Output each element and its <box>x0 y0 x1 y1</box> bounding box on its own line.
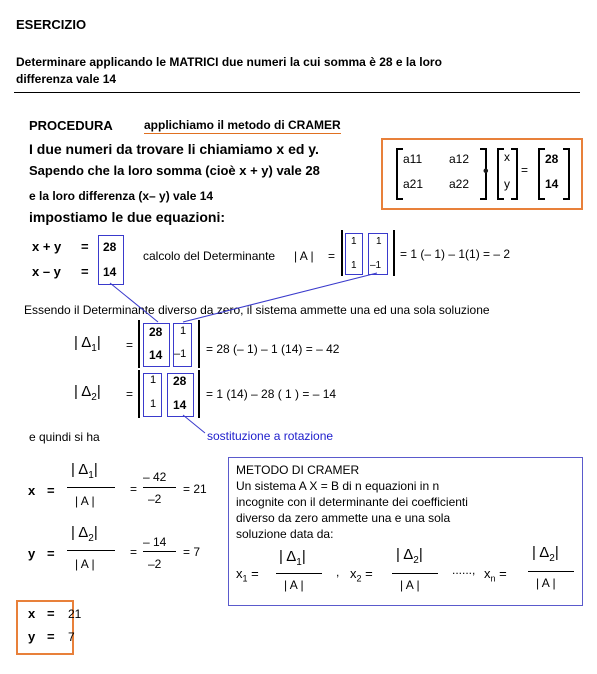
y-solution-result: = 7 <box>183 545 201 559</box>
cramer-xn-denominator: | A | <box>536 576 556 590</box>
x-solution-equals: = <box>47 483 55 498</box>
matrix-a21: a21 <box>403 177 424 191</box>
matrix-b1: 28 <box>545 152 559 166</box>
x-value-fraction-bar <box>143 487 176 488</box>
x-solution-den-value: –2 <box>148 492 162 506</box>
cramer-x1: $x_1$ = <box>236 566 259 584</box>
cramer-xn: $x_n$ = <box>484 566 507 584</box>
det-a-m12: 1 <box>376 236 382 247</box>
procedure-method: applichiamo il metodo di CRAMER <box>144 118 341 132</box>
equation1-constant: 28 <box>103 240 117 254</box>
delta1-result: = 28 (– 1) – 1 (14) = – 42 <box>206 342 340 356</box>
det-a-m22: –1 <box>370 260 382 271</box>
cramer-deltan-numerator: | $\Delta_2|$ <box>532 544 559 564</box>
y-fraction-bar <box>67 550 115 551</box>
cramer-line3: diverso da zero ammette una e una sola <box>236 511 451 525</box>
det-a-m11: 1 <box>351 236 357 247</box>
delta2-m12: 28 <box>173 374 187 388</box>
problem-statement-line1: Determinare applicando le MATRICI due numeri la cui somma è 28 e la loro <box>16 55 442 69</box>
determinant-label: calcolo del Determinante <box>143 249 276 263</box>
y-solution-equals: = <box>47 546 55 561</box>
x-solution-equals2: = <box>130 482 138 496</box>
cramer-delta2-numerator: | $\Delta_2|$ <box>396 546 423 566</box>
cramer-line1: Un sistema A X = B di n equazioni in n <box>236 479 440 493</box>
delta2-m22: 14 <box>173 398 187 412</box>
equation1-lhs: x + y <box>32 239 62 254</box>
delta1-equals: = <box>126 338 134 352</box>
delta2-result: = 1 (14) – 28 ( 1 ) = – 14 <box>206 387 337 401</box>
determinant-equals: = <box>328 249 336 263</box>
cramer-x1-fraction-bar <box>276 573 322 574</box>
y-solution-den-value: –2 <box>148 557 162 571</box>
cramer-xn-fraction-bar <box>528 571 574 572</box>
x-solution-numerator: | $\Delta_1|$ <box>71 461 98 481</box>
det-a-m21: 1 <box>351 260 357 271</box>
nonzero-determinant-statement: Essendo il Determinante diverso da zero, il sistema ammette una ed una sola soluzione <box>24 303 490 317</box>
cramer-x2-fraction-bar <box>392 573 438 574</box>
y-solution-num-value: – 14 <box>143 535 167 549</box>
delta1-m21: 14 <box>149 348 163 362</box>
therefore-text: e quindi si ha <box>29 430 100 444</box>
exercise-title: ESERCIZIO <box>16 17 87 32</box>
equation1-equals: = <box>81 239 89 254</box>
delta2-m11: 1 <box>150 374 157 386</box>
cramer-sep2: ......, <box>452 563 476 577</box>
x-solution-denominator: | A | <box>75 494 95 508</box>
x-fraction-bar <box>67 487 115 488</box>
delta1-symbol: | $\Delta_1|$ <box>74 334 101 354</box>
x-solution-var: x <box>28 483 36 498</box>
cramer-x1-denominator: | A | <box>284 578 304 592</box>
equation2-lhs: x – y <box>32 264 61 279</box>
final-result-box <box>16 600 74 655</box>
procedure-line4: impostiamo le due equazioni: <box>29 209 226 225</box>
delta2-symbol: | $\Delta_2|$ <box>74 383 101 403</box>
delta1-m22: –1 <box>174 348 187 360</box>
delta1-m12: 1 <box>180 325 187 337</box>
matrix-b2: 14 <box>545 177 559 191</box>
cramer-line4: soluzione data da: <box>236 527 334 541</box>
procedure-line2: Sapendo che la loro somma (cioè x + y) vale 28 <box>29 163 320 178</box>
rotation-note: sostituzione a rotazione <box>207 429 334 443</box>
x-solution-num-value: – 42 <box>143 470 167 484</box>
final-y-label: y <box>28 629 36 644</box>
y-solution-equals2: = <box>130 545 138 559</box>
matrix-a11: a11 <box>403 152 423 166</box>
final-x-value: 21 <box>68 607 82 621</box>
matrix-a12: a12 <box>449 152 470 166</box>
y-solution-var: y <box>28 546 36 561</box>
determinant-a-symbol: | A | <box>294 249 314 263</box>
procedure-label: PROCEDURA <box>29 118 113 133</box>
final-x-equals: = <box>47 606 55 621</box>
matrix-product-dot: • <box>483 163 489 180</box>
cramer-title: METODO DI CRAMER <box>236 463 360 477</box>
final-y-value: 7 <box>68 630 75 644</box>
procedure-line3: e la loro differenza (x– y) vale 14 <box>29 189 214 203</box>
matrix-a22: a22 <box>449 177 470 191</box>
cramer-x2-denominator: | A | <box>400 578 420 592</box>
cramer-delta1-numerator: | $\Delta_1|$ <box>279 548 306 568</box>
y-solution-denominator: | A | <box>75 557 95 571</box>
cramer-line2: incognite con il determinante dei coefficienti <box>236 495 468 509</box>
matrix-equals: = <box>521 163 529 177</box>
final-y-equals: = <box>47 629 55 644</box>
final-x-label: x <box>28 606 36 621</box>
y-value-fraction-bar <box>143 551 176 552</box>
determinant-result: = 1 (– 1) – 1(1) = – 2 <box>400 247 511 261</box>
procedure-line1: I due numeri da trovare li chiamiamo x ed y. <box>29 141 319 157</box>
cramer-x2: $x_2$ = <box>350 566 373 584</box>
x-solution-result: = 21 <box>183 482 207 496</box>
delta2-m21: 1 <box>150 398 157 410</box>
problem-statement-line2: differenza vale 14 <box>16 72 117 86</box>
delta1-m11: 28 <box>149 325 163 339</box>
matrix-x: x <box>504 150 510 164</box>
cramer-sep1: , <box>336 565 340 579</box>
delta2-equals: = <box>126 387 134 401</box>
equation2-equals: = <box>81 264 89 279</box>
equation2-constant: 14 <box>103 265 117 279</box>
matrix-y: y <box>504 177 510 191</box>
y-solution-numerator: | $\Delta_2|$ <box>71 524 98 544</box>
